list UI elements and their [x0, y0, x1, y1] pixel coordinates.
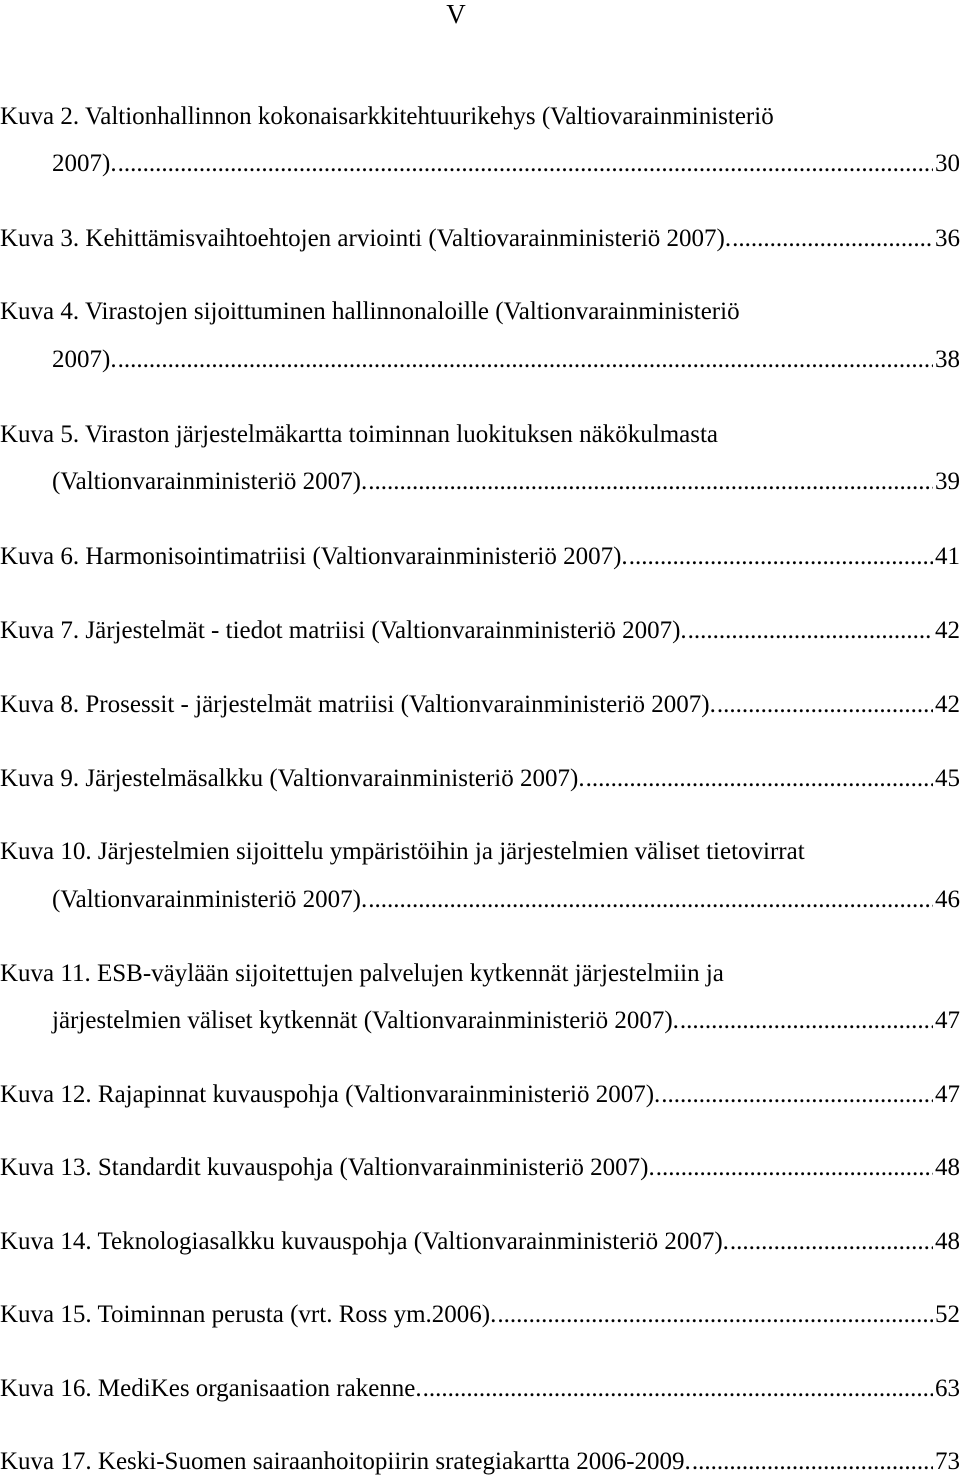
- toc-page-number: 63: [935, 1375, 960, 1402]
- toc-page-number: 42: [935, 691, 960, 718]
- toc-page-number: 52: [935, 1301, 960, 1328]
- dot-leader: [497, 1298, 933, 1332]
- toc-entry-line[interactable]: [0, 1151, 960, 1185]
- toc-entry-line[interactable]: [0, 465, 960, 499]
- toc-entry-text: Kuva 7. Järjestelmät - tiedot matriisi (Valtionvarainministeriö 2007).: [0, 617, 687, 644]
- toc-page-number: 47: [935, 1081, 960, 1108]
- toc-entry-text: Kuva 6. Harmonisointimatriisi (Valtionvarainministeriö 2007).: [0, 543, 628, 570]
- toc-entry-line[interactable]: [0, 147, 960, 181]
- toc-entry-line[interactable]: [0, 762, 960, 796]
- toc-page-number: 47: [935, 1007, 960, 1034]
- toc-page-number: 73: [935, 1448, 960, 1475]
- toc-entry-text: Kuva 13. Standardit kuvauspohja (Valtionvarainministeriö 2007).: [0, 1154, 655, 1181]
- dot-leader: [118, 147, 933, 181]
- toc-entry-text: (Valtionvarainministeriö 2007).: [52, 468, 368, 495]
- toc-entry-line[interactable]: [0, 1445, 960, 1479]
- toc-page-number: 48: [935, 1154, 960, 1181]
- toc-page-number: 38: [935, 346, 960, 373]
- toc-entry-line[interactable]: [0, 343, 960, 377]
- toc-entry-line: [0, 295, 740, 329]
- toc-page-number: 45: [935, 765, 960, 792]
- toc-entry-text: 2007).: [52, 150, 117, 177]
- toc-entry-text: Kuva 14. Teknologiasalkku kuvauspohja (Valtionvarainministeriö 2007).: [0, 1228, 729, 1255]
- dot-leader: [656, 1151, 933, 1185]
- toc-entry-text: Kuva 15. Toiminnan perusta (vrt. Ross ym.2006).: [0, 1301, 497, 1328]
- toc-entry-line[interactable]: [0, 1078, 960, 1112]
- toc-entry-text: Kuva 11. ESB-väylään sijoitettujen palvelujen kytkennät järjestelmiin ja: [0, 960, 724, 987]
- toc-entry-text: Kuva 17. Keski-Suomen sairaanhoitopiirin srategiakartta 2006-2009.: [0, 1448, 691, 1475]
- toc-entry-text: Kuva 10. Järjestelmien sijoittelu ympäristöihin ja järjestelmien väliset tietovirrat: [0, 838, 805, 865]
- toc-entry-line[interactable]: [0, 688, 960, 722]
- dot-leader: [680, 1004, 933, 1038]
- toc-entry-text: Kuva 8. Prosessit - järjestelmät matriisi (Valtionvarainministeriö 2007).: [0, 691, 716, 718]
- toc-entry-line[interactable]: [0, 1225, 960, 1259]
- toc-entry-line: [0, 835, 805, 869]
- toc-entry-text: Kuva 9. Järjestelmäsalkku (Valtionvarainministeriö 2007).: [0, 765, 585, 792]
- dot-leader: [368, 465, 933, 499]
- toc-page-number: 42: [935, 617, 960, 644]
- toc-entry-line: [0, 418, 718, 452]
- toc-page-number: 39: [935, 468, 960, 495]
- toc-entry-text: 2007).: [52, 346, 117, 373]
- toc-entry-line[interactable]: [0, 540, 960, 574]
- page-number: V: [446, 0, 466, 29]
- dot-leader: [717, 688, 933, 722]
- dot-leader: [730, 1225, 933, 1259]
- dot-leader: [368, 883, 933, 917]
- toc-entry-text: Kuva 2. Valtionhallinnon kokonaisarkkitehtuurikehys (Valtiovarainministeriö: [0, 103, 774, 130]
- dot-leader: [423, 1372, 933, 1406]
- toc-page-number: 48: [935, 1228, 960, 1255]
- dot-leader: [732, 222, 933, 256]
- toc-entry-line[interactable]: [0, 222, 960, 256]
- toc-entry-line[interactable]: [0, 1372, 960, 1406]
- toc-entry-text: Kuva 16. MediKes organisaation rakenne.: [0, 1375, 422, 1402]
- toc-entry-line[interactable]: [0, 1004, 960, 1038]
- dot-leader: [118, 343, 933, 377]
- toc-entry-line[interactable]: [0, 614, 960, 648]
- dot-leader: [692, 1445, 933, 1479]
- dot-leader: [586, 762, 933, 796]
- toc-entry-line[interactable]: [0, 883, 960, 917]
- dot-leader: [629, 540, 933, 574]
- toc-page-number: 36: [935, 225, 960, 252]
- dot-leader: [661, 1078, 933, 1112]
- toc-page-number: 46: [935, 886, 960, 913]
- toc-entry-text: Kuva 5. Viraston järjestelmäkartta toiminnan luokituksen näkökulmasta: [0, 421, 719, 448]
- toc-entry-line: [0, 100, 774, 134]
- toc-entry-line[interactable]: [0, 1298, 960, 1332]
- dot-leader: [688, 614, 933, 648]
- toc-page-number: 30: [935, 150, 960, 177]
- toc-entry-line: [0, 957, 724, 991]
- toc-entry-text: Kuva 12. Rajapinnat kuvauspohja (Valtionvarainministeriö 2007).: [0, 1081, 661, 1108]
- toc-entry-text: Kuva 4. Virastojen sijoittuminen hallinnonaloille (Valtionvarainministeriö: [0, 298, 740, 325]
- toc-entry-text: Kuva 3. Kehittämisvaihtoehtojen arviointi (Valtiovarainministeriö 2007).: [0, 225, 732, 252]
- toc-entry-text: järjestelmien väliset kytkennät (Valtionvarainministeriö 2007).: [52, 1007, 679, 1034]
- toc-entry-text: (Valtionvarainministeriö 2007).: [52, 886, 368, 913]
- toc-page-number: 41: [935, 543, 960, 570]
